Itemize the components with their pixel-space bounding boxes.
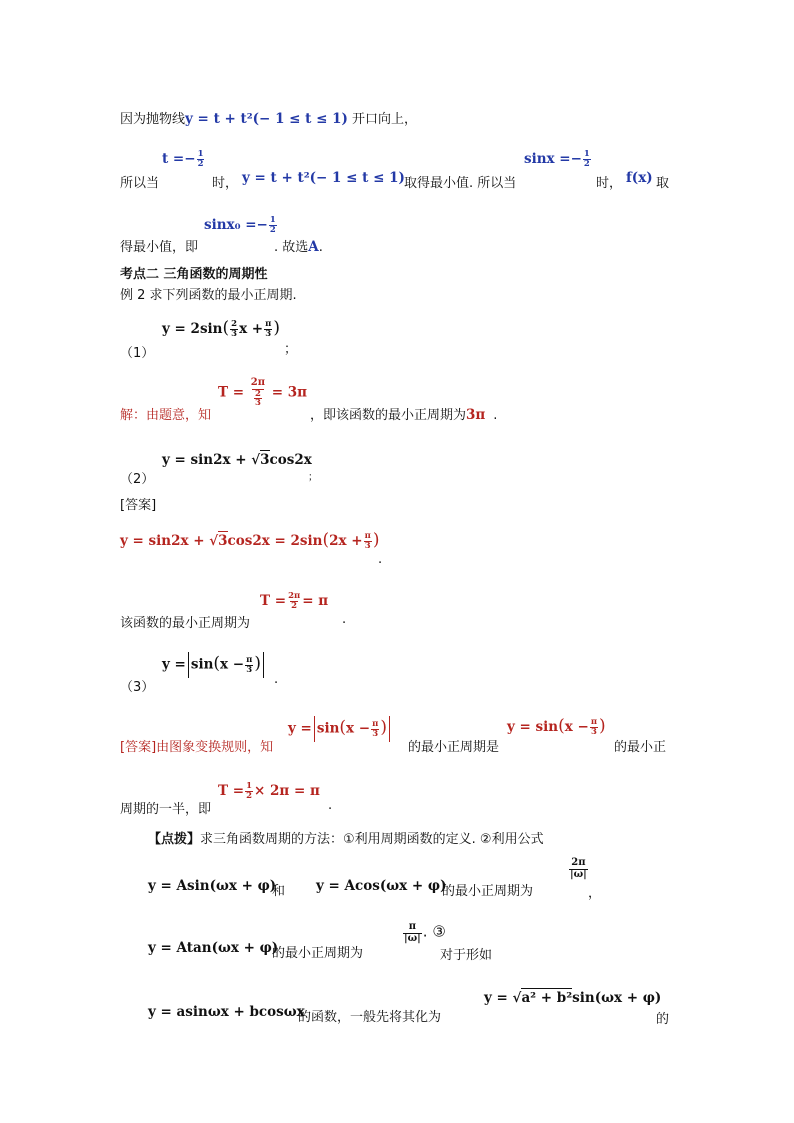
text-shi-2: 时， — [596, 176, 623, 191]
sol2b-prefix: 该函数的最小正周期为 — [120, 616, 251, 631]
q3-label: （3） — [120, 680, 155, 695]
f3-end: 的 — [656, 1012, 670, 1027]
min-formula: y = t + t²(− 1 ≤ t ≤ 1) — [242, 170, 405, 186]
text-shi: 时， — [212, 176, 239, 191]
q1-end: ； — [284, 342, 298, 357]
sinx0-formula: sinx₀ =− $\frac{1}{2}$ — [204, 215, 276, 235]
sol1-prefix: 解：由题意，知 — [120, 408, 212, 423]
sol3b-formula: T = $\frac{1}{2}$ × 2π = π — [218, 781, 320, 801]
f3-aux-formula: y = √a² + b²sin(ωx + φ) — [484, 990, 662, 1006]
f2-end: 对于形如 — [440, 948, 493, 963]
text-choose: . 故选A. — [274, 239, 323, 255]
tip-paragraph: 【点拨】求三角函数周期的方法：①利用周期函数的定义. ②利用公式 — [148, 832, 544, 847]
sol3b-prefix: 周期的一半，即 — [120, 802, 212, 817]
q3-formula: y = sin(x − $\frac{\pi}{3}$ ) — [162, 652, 266, 678]
f1-mid: 的最小正周期为 — [442, 884, 534, 899]
q2-end: ； — [308, 472, 318, 483]
f1-cos: y = Acos(ωx + φ) — [316, 878, 447, 894]
sol3b-end: . — [328, 798, 333, 813]
q2-label: （2） — [120, 472, 155, 487]
f2-mid: 的最小正周期为 — [272, 946, 364, 961]
text-min-value: 取得最小值. 所以当 — [404, 176, 517, 191]
f2-period: $\frac{\pi}{|\omega|}$ . ③ — [404, 921, 446, 944]
sol2b-formula: T = $\frac{2\pi}{2}$ = π — [260, 591, 329, 611]
text-suoyi: 所以当 — [120, 176, 160, 191]
text-min: 得最小值，即 — [120, 240, 199, 255]
sol3-formula-b: y = sin(x − $\frac{\pi}{3}$ ) — [507, 716, 606, 737]
q2-formula: y = sin2x + √3cos2x — [162, 452, 312, 468]
f2-tan: y = Atan(ωx + φ) — [148, 940, 279, 956]
sol3-end: 的最小正 — [614, 740, 667, 755]
tip-label: 【点拨】 — [148, 832, 201, 847]
sol1-mid: ，即该函数的最小正周期为3π . — [310, 407, 498, 423]
sol2-formula: y = sin2x + √3cos2x = 2sin(2x + $\frac{\pi}{3}$ ) — [120, 530, 380, 551]
sol1-formula: T = $\frac{2\pi}{\frac{2}{3}}$ = 3π — [218, 377, 308, 409]
sol3-mid: 的最小正周期是 — [408, 740, 500, 755]
t-value-formula: t =− $\frac{1}{2}$ — [162, 149, 204, 169]
f1-sin: y = Asin(ωx + φ) — [148, 878, 277, 894]
fx-formula: f(x) — [626, 170, 653, 186]
q1-formula: y = 2sin( $\frac{2}{3}$ x + $\frac{\pi}{3}$ ) — [162, 318, 280, 339]
sol3-formula-a: y = sin(x − $\frac{\pi}{3}$ ) — [288, 716, 392, 742]
answer-choice: A — [308, 239, 319, 255]
f1-end: ， — [588, 886, 602, 901]
section-title: 考点二 三角函数的周期性 — [120, 267, 268, 282]
text-qu: 取 — [656, 176, 670, 191]
example-title: 例 2 求下列函数的最小正周期. — [120, 288, 297, 303]
parabola-formula: y = t + t²(− 1 ≤ t ≤ 1) — [185, 111, 348, 127]
q3-end: . — [274, 672, 279, 687]
sol2-end: . — [378, 552, 383, 567]
answer-label: [答案] — [120, 498, 157, 513]
f3-mid: 的函数，一般先将其化为 — [298, 1010, 442, 1025]
f1-period: $\frac{2\pi}{|\omega|}$ — [570, 857, 587, 880]
sinx-value-formula: sinx =− $\frac{1}{2}$ — [524, 149, 590, 169]
sol3-prefix: [答案]由图象变换规则，知 — [120, 740, 274, 755]
paragraph-parabola: 因为抛物线y = t + t²(− 1 ≤ t ≤ 1) 开口向上， — [120, 111, 418, 127]
f3-formula: y = asinωx + bcosωx — [148, 1004, 305, 1020]
sol2b-end: . — [342, 612, 347, 627]
sol1-answer: 3π — [466, 407, 486, 423]
f1-and: 和 — [272, 884, 286, 899]
q1-label: （1） — [120, 346, 155, 361]
